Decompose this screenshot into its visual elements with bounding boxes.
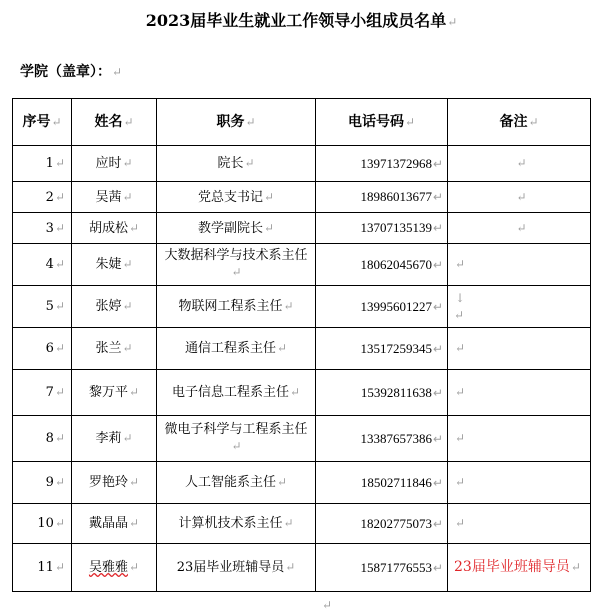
- table-header-row: [13, 99, 591, 146]
- cell-position: 大数据科学与技术系主任↵: [157, 244, 316, 286]
- cell-position: 院长↵: [157, 146, 316, 182]
- cell-remark: ↵: [448, 328, 591, 370]
- cell-name: 罗艳玲↵: [72, 462, 157, 504]
- cell-seq: 4↵: [13, 244, 72, 286]
- cell-remark: ↵: [448, 182, 591, 213]
- table-row: [13, 146, 591, 182]
- cell-seq: 3↵: [13, 213, 72, 244]
- college-stamp-label: 学院（盖章）：↵: [20, 64, 123, 80]
- table-row: [13, 370, 591, 416]
- cell-phone: 13995601227↵: [316, 286, 448, 328]
- cell-phone: 13707135139↵: [316, 213, 448, 244]
- paragraph-mark: ↵: [322, 598, 333, 612]
- cell-name: 吴茜↵: [72, 182, 157, 213]
- cell-remark: ↓ ↵: [448, 286, 591, 328]
- cell-seq: 11↵: [13, 544, 72, 592]
- cell-phone: 13517259345↵: [316, 328, 448, 370]
- member-table: [12, 98, 591, 592]
- cell-name: 胡成松↵: [72, 213, 157, 244]
- cell-seq: 6↵: [13, 328, 72, 370]
- cell-name: 张兰↵: [72, 328, 157, 370]
- cell-phone: 15871776553↵: [316, 544, 448, 592]
- header-seq: 序号↵: [13, 99, 72, 146]
- cell-position: 人工智能系主任↵: [157, 462, 316, 504]
- cell-phone: 18986013677↵: [316, 182, 448, 213]
- cell-seq: 7↵: [13, 370, 72, 416]
- cell-phone: 15392811638↵: [316, 370, 448, 416]
- cell-name: 戴晶晶↵: [72, 504, 157, 544]
- cell-name: 吴雅雅↵: [72, 544, 157, 592]
- cell-remark: ↵: [448, 416, 591, 462]
- cell-phone: 18062045670↵: [316, 244, 448, 286]
- cell-position: 计算机技术系主任↵: [157, 504, 316, 544]
- cell-phone: 18202775073↵: [316, 504, 448, 544]
- table-row: [13, 182, 591, 213]
- cell-phone: 13971372968↵: [316, 146, 448, 182]
- header-name: 姓名↵: [72, 99, 157, 146]
- cell-name: 李莉↵: [72, 416, 157, 462]
- table-row: [13, 462, 591, 504]
- cell-remark: 23届毕业班辅导员↵: [448, 544, 591, 592]
- cell-seq: 5↵: [13, 286, 72, 328]
- cell-remark: ↵: [448, 244, 591, 286]
- cell-position: 教学副院长↵: [157, 213, 316, 244]
- cell-position: 党总支书记↵: [157, 182, 316, 213]
- cell-name: 黎万平↵: [72, 370, 157, 416]
- table-row: [13, 504, 591, 544]
- cell-seq: 9↵: [13, 462, 72, 504]
- cell-phone: 13387657386↵: [316, 416, 448, 462]
- cell-position: 电子信息工程系主任↵: [157, 370, 316, 416]
- cell-name: 朱婕↵: [72, 244, 157, 286]
- cell-seq: 8↵: [13, 416, 72, 462]
- table-row: [13, 244, 591, 286]
- header-position: 职务↵: [157, 99, 316, 146]
- document-title: 2023届毕业生就业工作领导小组成员名单↵: [145, 11, 458, 30]
- table-row: [13, 544, 591, 592]
- cell-position: 微电子科学与工程系主任↵: [157, 416, 316, 462]
- cell-seq: 1↵: [13, 146, 72, 182]
- header-remark: 备注↵: [448, 99, 591, 146]
- cell-position: 通信工程系主任↵: [157, 328, 316, 370]
- cell-seq: 10↵: [13, 504, 72, 544]
- cell-seq: 2↵: [13, 182, 72, 213]
- cell-remark: ↵: [448, 504, 591, 544]
- cell-position: 物联网工程系主任↵: [157, 286, 316, 328]
- table-row: [13, 213, 591, 244]
- cell-remark: ↵: [448, 146, 591, 182]
- table-row: [13, 286, 591, 328]
- cell-remark: ↵: [448, 370, 591, 416]
- header-phone: 电话号码↵: [316, 99, 448, 146]
- cell-phone: 18502711846↵: [316, 462, 448, 504]
- cell-name: 张婷↵: [72, 286, 157, 328]
- cell-name: 应时↵: [72, 146, 157, 182]
- cell-remark: ↵: [448, 462, 591, 504]
- cell-position: 23届毕业班辅导员↵: [157, 544, 316, 592]
- table-row: [13, 416, 591, 462]
- table-row: [13, 328, 591, 370]
- cell-remark: ↵: [448, 213, 591, 244]
